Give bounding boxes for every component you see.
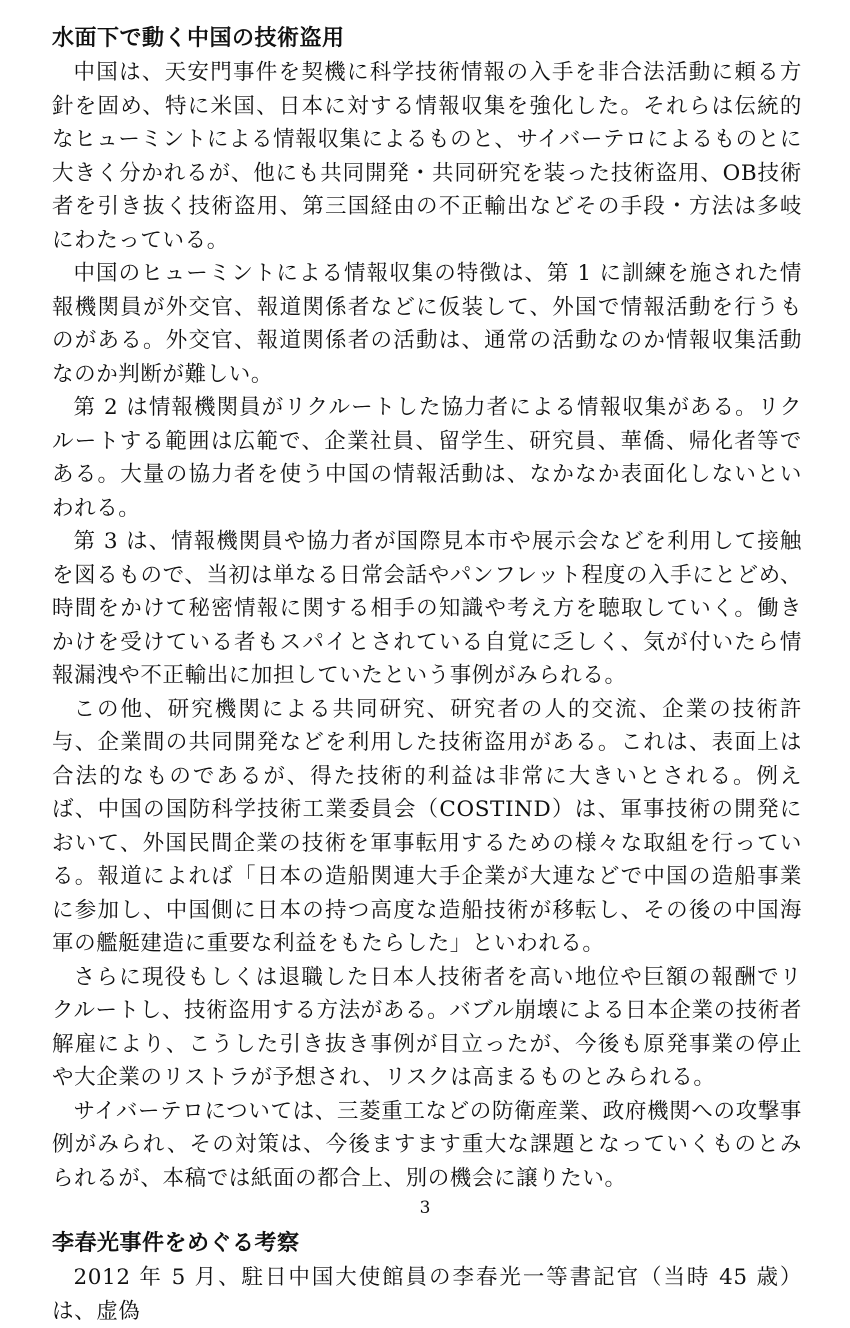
paragraph: この他、研究機関による共同研究、研究者の人的交流、企業の技術許与、企業間の共同開発などを利用した技術盗用がある。これは、表面上は合法的なものであるが、得た技術的利益は非常に大きいとされる。例えば、中国の国防科学技術工業委員会（COSTIND）は、軍事技術の開発において、外国民間企業の技術を軍事転用するための様々な取組を行っている。報道によれば「日本の造船関連大手企業が大連などで中国の造船事業に参加し、中国側に日本の持つ高度な造船技術が移転し、その後の中国海軍の艦艇建造に重要な利益をもたらした」といわれる。 (52, 696, 802, 956)
page-number: 3 (419, 1198, 431, 1218)
paragraph: 中国のヒューミントによる情報収集の特徴は、第 1 に訓練を施された情報機関員が外交官、報道関係者などに仮装して、外国で情報活動を行うものがある。外交官、報道関係者の活動は、通常の活動なのか情報収集活動なのか判断が難しい。 (52, 261, 802, 387)
paragraph: サイバーテロについては、三菱重工などの防衛産業、政府機関への攻撃事例がみられ、その対策は、今後ますます重大な課題となっていくものとみられるが、本稿では紙面の都合上、別の機会に譲りたい。 (52, 1098, 802, 1191)
section-heading-tech-theft: 水面下で動く中国の技術盗用 (52, 26, 345, 51)
paragraph: 2012 年 5 月、駐日中国大使館員の李春光一等書記官（当時 45 歳）は、虚偽 (52, 1265, 802, 1324)
paragraph: さらに現役もしくは退職した日本人技術者を高い地位や巨額の報酬でリクルートし、技術盗用する方法がある。バブル崩壊による日本企業の技術者解雇により、こうした引き抜き事例が目立ったが、今後も原発事業の停止や大企業のリストラが予想され、リスクは高まるものとみられる。 (52, 964, 802, 1090)
section-heading-li-chunguang: 李春光事件をめぐる考察 (52, 1231, 300, 1256)
paragraph: 第 3 は、情報機関員や協力者が国際見本市や展示会などを利用して接触を図るもので、当初は単なる日常会話やパンフレット程度の入手にとどめ、時間をかけて秘密情報に関する相手の知識や考え方を聴取していく。働きかけを受けている者もスパイとされている自覚に乏しく、気が付いたら情報漏洩や不正輸出に加担していたという事例がみられる。 (52, 529, 802, 688)
paragraph: 中国は、天安門事件を契機に科学技術情報の入手を非合法活動に頼る方針を固め、特に米国、日本に対する情報収集を強化した。それらは伝統的なヒューミントによる情報収集によるものと、サイバーテロによるものとに大きく分かれるが、他にも共同開発・共同研究を装った技術盗用、OB技術者を引き抜く技術盗用、第三国経由の不正輸出などその手段・方法は多岐にわたっている。 (52, 60, 803, 253)
paragraph: 第 2 は情報機関員がリクルートした協力者による情報収集がある。リクルートする範囲は広範で、企業社員、留学生、研究員、華僑、帰化者等である。大量の協力者を使う中国の情報活動は、なかなか表面化しないといわれる。 (52, 395, 802, 521)
page-content (52, 22, 802, 1328)
